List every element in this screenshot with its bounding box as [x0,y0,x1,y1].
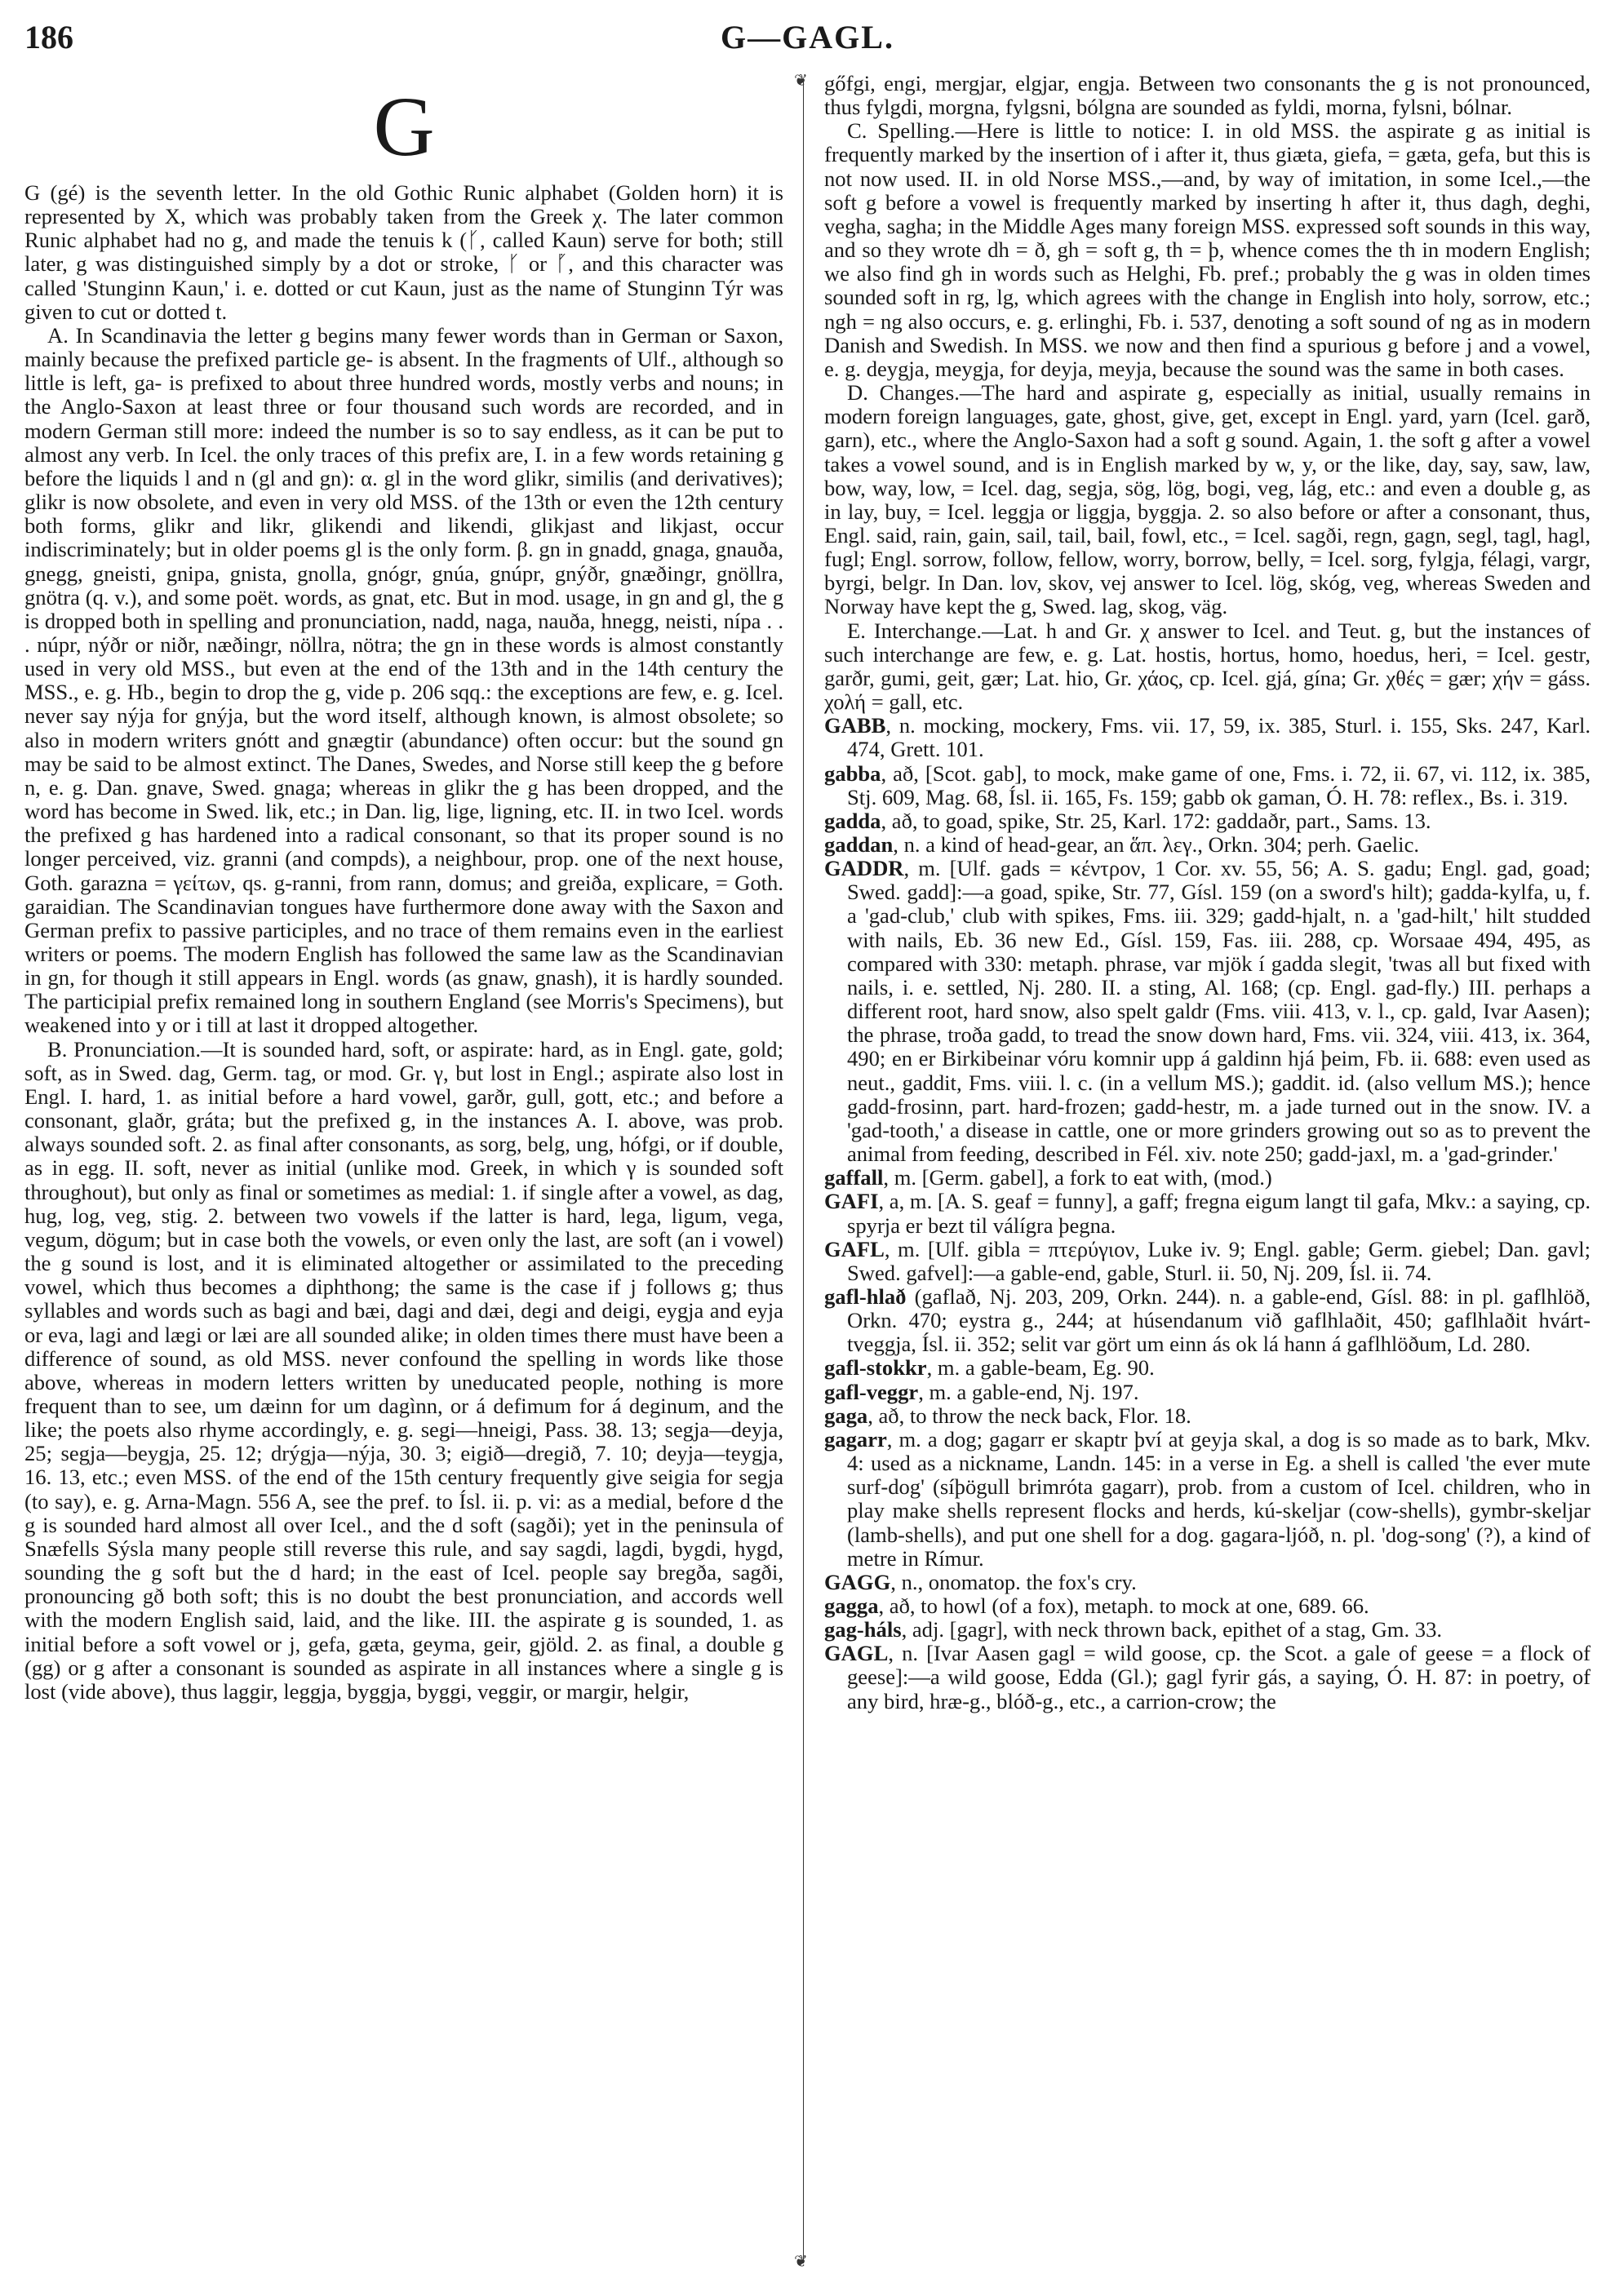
entry-text: , adj. [gagr], with neck thrown back, epithet of a stag, Gm. 33. [901,1617,1443,1642]
column-divider [803,78,804,2263]
entry-headword: gag-háls [824,1617,902,1642]
entry-text: (gaflað, Nj. 203, 209, Orkn. 244). n. a gable-end, Gísl. 88: in pl. gaflhlöð, Orkn. 470; eystra g., 244; at húsendanum við gaflhlaðit, 450; gaflhlaðit hvárt-tveggja, Ísl. ii. 352; selit var gört um einn ás ok lá hann á gaflhlöðum, Ld. 280. [847,1283,1591,1357]
dictionary-entries [824,714,1591,1713]
entry-headword: GAGL [824,1641,889,1666]
entry-headword: gaffall [824,1165,884,1190]
entry-headword: gagga [824,1593,879,1618]
dictionary-entry [824,857,1591,1166]
right-column [824,72,1591,1713]
dictionary-entry [824,1571,1591,1594]
dictionary-entry [824,1594,1591,1618]
entry-headword: gagarr [824,1426,887,1452]
entry-text: , m. a dog; gagarr er skaptr því at geyja skal, a dog is so made as to bark, Mkv. 4: used as a nickname, Landn. 145: in a verse in Eg. a shell is called 'the ever mute surf-dog' (síþögull brimróta gagarr), prob. from a custom of Icel. children, who in play make shells represent flocks and herds, kú-skeljar (cow-shells), gymbr-skeljar (lamb-shells), and put one shell for a dog. gagara-ljóð, n. pl. 'dog-song' (?), a kind of metre in Rímur. [847,1426,1591,1571]
dictionary-entry [824,1166,1591,1190]
dictionary-entry [824,762,1591,809]
entry-headword: gafl-stokkr [824,1355,927,1381]
entry-headword: gadda [824,808,881,833]
entry-text: , m. [Ulf. gads = κέντρον, 1 Cor. xv. 55, 56; A. S. gadu; Engl. gad, goad; Swed. gadd]:—a goad, spike, Str. 77, Gísl. 159 (on a sword's hilt); gadda-kylfa, u, f. a 'gad-club,' club with spikes, Fms. iii. 329; gadd-hjalt, n. a 'gad-hilt,' hilt studded with nails, Eb. 36 new Ed., Gísl. 159, Fas. iii. 288, cp. Worsaae 494, 495, as compared with 330: metaph. phrase, var mjök í gadda slegit, 'twas all but fixed with nails, i. e. settled, Nj. 280. II. a sting, Al. 168; (cp. Engl. gad-fly.) III. perhaps a different root, hard snow, also spelt galdr (Fms. viii. 413, v. l., cp. gald, Ivar Aasen); the phrase, troða gadd, to tread the snow down hard, Fms. vii. 324, viii. 413, ix. 364, 490; en er Birkibeinar vóru komnir upp á galdinn hjá þeim, Fb. ii. 688: even used as neut., gaddit, Fms. viii. l. c. (in a vellum MS.); gaddit. id. (also vellum MS.); hence gadd-frosinn, part. hard-frozen; gadd-hestr, m. a jade turned out in the snow. IV. a 'gad-tooth,' a disease in cattle, one or more grinders growing out so as to prevent the animal from feeding, described in Fél. xiv. note 250; gadd-jaxl, m. a 'gad-grinder.' [847,856,1591,1167]
continuation-paragraph: gőfgi, engi, mergjar, elgjar, engja. Between two consonants the g is not pronounced, thus fylgdi, morgna, fylgsni, bólgna are sounded as fyldi, morna, fylsni, bólnar. [824,71,1591,120]
section-b-paragraph: B. Pronunciation.—It is sounded hard, soft, or aspirate: hard, as in Engl. gate, gold; soft, as in Swed. dag, Germ. tag, or mod. Gr. γ, but lost in Engl.; aspirate also lost in Engl. I. hard, 1. as initial before a hard vowel, garðr, gull, gott, etc.; and before a consonant, glaðr, gráta; but the prefixed g, in the instances A. I. above, was prob. always sounded soft. 2. as final after consonants, as sorg, belg, ung, hófgi, or if double, as in egg. II. soft, never as initial (unlike mod. Greek, in which γ is sounded soft throughout), but only as final or sometimes as medial: 1. if single after a vowel, as dag, hug, log, veg, stig. 2. between two vowels if the latter is hard, lega, ligum, vega, vegum, dögum; but in case both the vowels, or even only the last, are soft (an i vowel) the g sound is lost, and it is eliminated altogether or assimilated to the preceding vowel, which thus becomes a diphthong; the same is the case if j follows g; thus syllables and words such as bagi and bæi, dagi and dæi, degi and deigi, eygja and eyja or eva, lagi and lægi or læi are all sounded alike; in olden times there must have been a difference of sound, as old MSS. never confound the spelling in words like those above, whereas in modern letters written by uneducated people, nothing is more frequent than to see, um dæinn for um dagìnn, or á defimum for á deginum, and the like; the poets also rhyme accordingly, e. g. segi—hneigi, Pass. 38. 13; segja—deyja, 25; segja—beygja, 25. 12; drýgja—nýja, 30. 3; eigið—dregið, 7. 10; deyja—teygja, 16. 13, etc.; even MSS. of the end of the 15th century frequently give seigia for segja (to say), e. g. Arna-Magn. 556 A, see the pref. to Ísl. ii. p. vi: as a medial, before d the g is sounded hard almost all over Icel., and the d soft (sagði); yet in the peninsula of Snæfells Sýsla many people still reverse this rule, and say sagdi, lagdi, bygdi, hygd, sounding the g soft but the d hard; in the east of Icel. people say bregða, sagði, pronouncing gð both soft; this is no doubt the best pronunciation, and accords well with the modern English said, laid, and the like. III. the aspirate g is sounded, 1. as initial before a soft vowel or j, gefa, gæta, geyma, geir, gjöld. 2. as final, a double g (gg) or g after a consonant is sounded as aspirate in all instances where a single g is lost (vide above), thus laggir, leggja, byggja, byggi, veggir, or margir, helgir, [24,1036,783,1704]
section-a-paragraph: A. In Scandinavia the letter g begins many fewer words than in German or Saxon, mainly because the prefixed particle ge- is absent. In the fragments of Ulf., although so little is left, ga- is prefixed to about three hundred words, mostly verbs and nouns; in the Anglo-Saxon at least three or four thousand such words are recorded, and in modern German still more: indeed the number is so to say endless, as it can be put to almost any verb. In Icel. the only traces of this prefix are, I. in a few words retaining g before the liquids l and n (gl and gn): α. gl in the word glikr, similis (and derivatives); glikr is now obsolete, and even in very old MSS. of the 13th or even the 12th century both forms, glikr and likr, glikendi and likendi, glikjast and likjast, occur indiscriminately; but in older poems gl is the only form. β. gn in gnadd, gnaga, gnauða, gnegg, gneisti, gnipa, gnista, gnolla, gnógr, gnúa, gnúpr, gnýðr, gnæðingr, gnöllra, gnötra (q. v.), and some poët. words, as gnat, etc. But in mod. usage, in gn and gl, the g is dropped both in spelling and pronunciation, nadd, naga, nauða, hnegg, neisti, nípa . . . núpr, nýðr or niðr, næðingr, nöllra, nötra; the gn in these words is almost constantly used in very old MSS., but even at the end of the 13th and in the 14th century the MSS., e. g. Hb., begin to drop the g, vide p. 206 sqq.: the exceptions are few, e. g. Icel. never say nýja for gnýja, but the word itself, although known, is almost obsolete; so also in modern writers gnótt and gnægtir (abundance) often occur: but the sound gn may be said to be almost extinct. The Danes, Swedes, and Norse still keep the g before n, e. g. Dan. gnave, Swed. gnaga; whereas in glikr the g has been dropped, and the word has become in Swed. lik, etc.; in Dan. lig, lige, ligning, etc. II. in two Icel. words the prefixed g has hardened into a radical consonant, so that its proper sound is no longer perceived, viz. granni (and compds), a neighbour, prop. one of the next house, Goth. garazna = γείτων, qs. g-ranni, from rann, domus; and greiða, explicare, = Goth. garaidian. The Scandinavian tongues have furthermore done away with the Saxon and German prefix to passive participles, and no trace of them remains even in the earliest writers or poems. The modern English has followed the same law as the Scandinavian in gn, for though it still appears in Engl. words (as gnaw, gnash), it is hardly sounded. The participial prefix remained long in southern England (see Morris's Specimens), but weakened into y or i till at last it dropped altogether. [24,322,783,1038]
entry-text: , n., onomatop. the fox's cry. [890,1569,1137,1594]
entry-headword: gaddan [824,832,894,857]
entry-text: , að, [Scot. gab], to mock, make game of one, Fms. i. 72, ii. 67, vi. 112, ix. 385, Stj. 609, Mag. 68, Ísl. ii. 165, Fs. 159; gabb ok gaman, Ó. H. 78: reflex., Bs. i. 319. [847,760,1591,809]
dictionary-entry [824,1642,1591,1713]
entry-text: , m. a gable-end, Nj. 197. [918,1379,1139,1404]
section-c-paragraph: C. Spelling.—Here is little to notice: I. in old MSS. the aspirate g as initial is frequently marked by the insertion of i after it, thus giæta, giefa, = gæta, gefa, but this is not now used. II. in old Norse MSS.,—and, by way of imitation, in some Icel.,—the soft g before a vowel is frequently marked by inserting h after it, thus dagh, deghi, vegha, sagha; in the Middle Ages many foreign MSS. expressed soft sounds in this way, and so they wrote dh = ð, gh = soft g, th = þ, whence comes the th in modern English; we also find gh in words such as Helghi, Fb. pref.; probably the g was in olden times sounded soft in rg, lg, which agrees with the change in English into holy, sorrow, etc.; ngh = ng also occurs, e. g. erlinghi, Fb. i. 537, denoting a soft sound of ng as in modern Danish and Swedish. In MSS. we now and then find a spurious g before j and a vowel, e. g. deygja, meygja, for deyja, meyja, because the sound was the same in both cases. [824,118,1591,381]
dictionary-entry [824,1356,1591,1380]
entry-text: , a, m. [A. S. geaf = funny], a gaff; fregna eigum langt til gafa, Mkv.: a saying, cp. spyrja er bezt til válígra þegna. [847,1189,1591,1238]
page-number: 186 [24,19,73,55]
running-head: G—GAGL. [721,19,894,55]
entry-text: , að, to howl (of a fox), metaph. to mock at one, 689. 66. [878,1593,1369,1618]
entry-headword: GAFI [824,1189,879,1214]
entry-text: , n. [Ivar Aasen gagl = wild goose, cp. the Scot. a gale of geese = a flock of geese]:—a wild goose, Edda (Gl.); gagl fyrir gás, a saying, Ó. H. 87: in poetry, of any bird, hræ-g., blóð-g., etc., a carrion-crow; the [847,1641,1591,1713]
dictionary-entry [824,1190,1591,1237]
entry-text: , n. a kind of head-gear, an ἅπ. λεγ., Orkn. 304; perh. Gaelic. [893,832,1420,857]
dictionary-entry [824,1238,1591,1285]
entry-text: , n. mocking, mockery, Fms. vii. 17, 59, ix. 385, Sturl. i. 155, Sks. 247, Karl. 474, Grett. 101. [847,713,1591,762]
entry-text: , að, to throw the neck back, Flor. 18. [867,1403,1191,1428]
left-column [24,72,783,1704]
entry-headword: GABB [824,713,886,738]
dictionary-entry [824,1428,1591,1571]
dictionary-entry [824,714,1591,761]
entry-headword: gabba [824,760,881,786]
section-letter: G [373,80,435,174]
entry-text: , m. [Ulf. gibla = πτερύγιον, Luke iv. 9; Engl. gable; Germ. giebel; Dan. gavl; Swed. gafvel]:—a gable-end, gable, Sturl. ii. 50, Nj. 209, Ísl. ii. 74. [847,1236,1591,1285]
entry-headword: GAFL [824,1236,885,1261]
page-header [24,18,1591,59]
entry-text: , m. a gable-beam, Eg. 90. [926,1355,1155,1381]
entry-headword: gafl-hlað [824,1283,907,1309]
dictionary-entry [824,1618,1591,1642]
entry-headword: gafl-veggr [824,1379,919,1404]
dictionary-entry [824,1404,1591,1428]
entry-headword: GAGG [824,1569,891,1594]
entry-text: , að, to goad, spike, Str. 25, Karl. 172: gaddaðr, part., Sams. 13. [881,808,1431,833]
dictionary-entry [824,1285,1591,1356]
dictionary-entry [824,833,1591,857]
entry-text: , m. [Germ. gabel], a fork to eat with, (mod.) [883,1165,1272,1190]
intro-paragraph: G (gé) is the seventh letter. In the old Gothic Runic alphabet (Golden horn) it is represented by X, which was probably taken from the Greek χ. The later common Runic alphabet had no g, and made the tenuis k (ᚴ, called Kaun) serve for both; still later, g was distinguished simply by a dot or stroke, ᚴ or ᚵ, and this character was called 'Stunginn Kaun,' i. e. dotted or cut Kaun, just as the name of Stunginn Týr was given to cut or dotted t. [24,180,783,324]
entry-headword: GADDR [824,856,904,881]
dictionary-entry [824,809,1591,833]
dictionary-entry [824,1381,1591,1404]
entry-headword: gaga [824,1403,868,1428]
section-e-paragraph: E. Interchange.—Lat. h and Gr. χ answer to Icel. and Teut. g, but the instances of such interchange are few, e. g. Lat. hostis, hortus, homo, hoedus, heri, = Icel. gestr, garðr, gumi, geit, gær; Lat. hio, Gr. χάος, cp. Icel. gjá, gína; Gr. χθές = gær; χήν = gáss. χολή = gall, etc. [824,618,1591,715]
section-d-paragraph: D. Changes.—The hard and aspirate g, especially as initial, usually remains in modern foreign languages, gate, ghost, give, get, except in Engl. yard, yarn (Icel. garð, garn), etc., where the Anglo-Saxon had a soft g sound. Again, 1. the soft g after a vowel takes a vowel sound, and is in English marked by w, y, or the like, day, say, saw, law, bow, way, low, = Icel. dag, segja, sög, lög, bogi, veg, lág, etc.: and even a double g, as in lay, buy, = Icel. leggja or liggja, byggja. 2. so also before or after a consonant, thus, Engl. said, rain, gain, sail, tail, bail, fowl, etc., = Icel. sagði, regn, gagn, segl, tagl, hagl, fugl; Engl. sorrow, follow, fellow, worry, borrow, belly, = Icel. sorg, fylgja, félagi, vargr, byrgi, belgr. In Dan. lov, skov, vej answer to Icel. lög, skóg, veg, whereas Sweden and Norway have kept the g, Swed. lag, skog, väg. [824,380,1591,619]
